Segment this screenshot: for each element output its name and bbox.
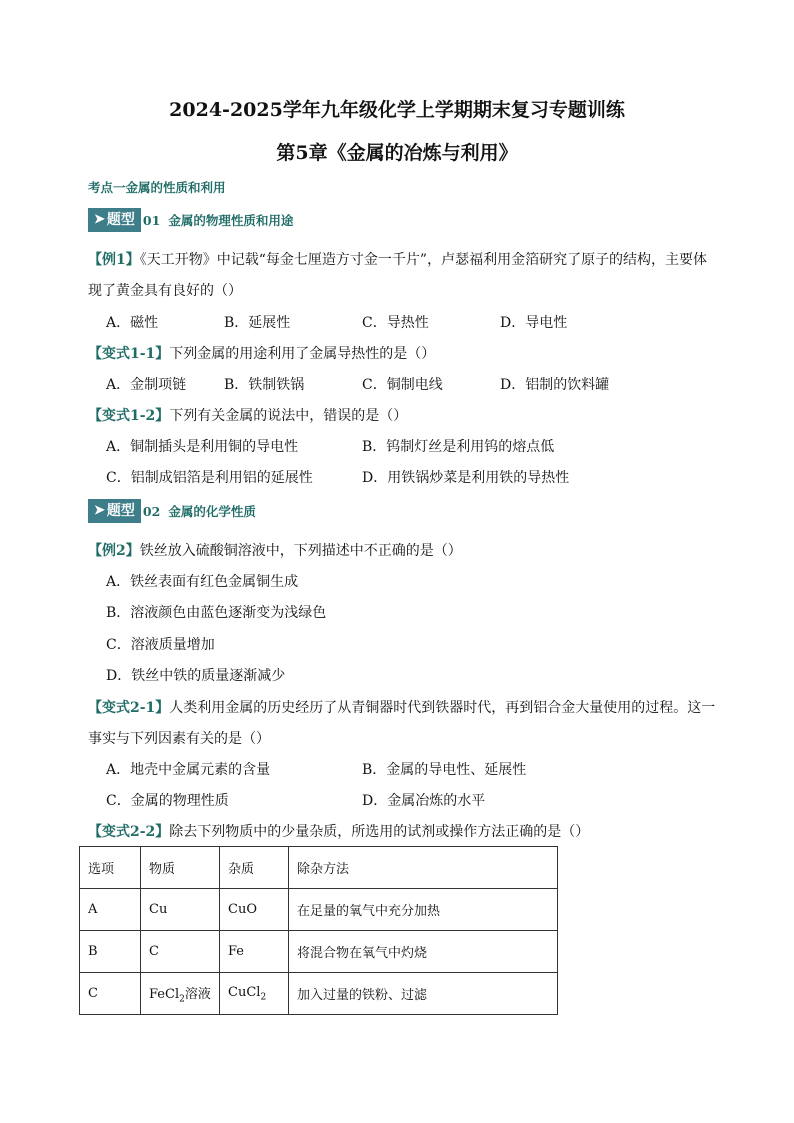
table-cell: C <box>80 973 141 1015</box>
q3-option-c: C．铝制成铝箔是利用铝的延展性 <box>106 470 313 486</box>
q3-option-b: B．钨制灯丝是利用钨的熔点低 <box>362 439 555 455</box>
q5-option-b: B．金属的导电性、延展性 <box>362 762 527 778</box>
q5-option-d: D．金属冶炼的水平 <box>362 793 486 809</box>
section-heading: 考点一金属的性质和利用 <box>88 180 226 195</box>
question-6: 【变式2-2】除去下列物质中的少量杂质，所选用的试剂或操作方法正确的是（） <box>88 824 590 840</box>
topic-title: 金属的物理性质和用途 <box>168 213 294 228</box>
question-2: 【变式1-1】下列金属的用途利用了金属导热性的是（） <box>88 346 436 362</box>
table-cell: 加入过量的铁粉、过滤 <box>289 973 558 1015</box>
table-cell: B <box>80 931 141 973</box>
topic-header-1 <box>88 208 293 232</box>
table-header: 物质 <box>141 847 220 889</box>
question-tag: 【变式1-1】 <box>88 346 170 362</box>
q2-option-b: B．铁制铁锅 <box>224 377 305 393</box>
table-header: 选项 <box>80 847 141 889</box>
table-cell: Fe <box>220 931 289 973</box>
topic-code: 02 <box>142 503 161 519</box>
question-4: 【例2】铁丝放入硫酸铜溶液中，下列描述中不正确的是（） <box>88 543 462 559</box>
table-header: 除杂方法 <box>289 847 558 889</box>
q1-option-a: A．磁性 <box>106 315 159 331</box>
document-title: 2024-2025学年九年级化学上学期期末复习专题训练 <box>169 99 625 121</box>
q3-option-a: A．铜制插头是利用铜的导电性 <box>106 439 299 455</box>
q4-option-b: B．溶液颜色由蓝色逐渐变为浅绿色 <box>106 605 327 621</box>
question-1-line1: 【例1】《天工开物》中记载“每金七厘造方寸金一千片”，卢瑟福利用金箔研究了原子的结构，主要体 <box>88 252 708 268</box>
table-cell: FeCl$_2$溶液 <box>141 973 220 1015</box>
question-tag: 【变式2-1】 <box>88 700 170 716</box>
topic-title: 金属的化学性质 <box>168 504 256 519</box>
topic-code: 01 <box>142 212 161 228</box>
q3-option-d: D．用铁锅炒菜是利用铁的导热性 <box>362 470 570 486</box>
q4-option-a: A．铁丝表面有红色金属铜生成 <box>106 574 299 590</box>
table-cell: A <box>80 889 141 931</box>
question-5-line1: 【变式2-1】人类利用金属的历史经历了从青铜器时代到铁器时代，再到铝合金大量使用的过程。这一 <box>88 700 716 716</box>
table-cell: 在足量的氧气中充分加热 <box>289 889 558 931</box>
q1-option-c: C．导热性 <box>362 315 429 331</box>
table-cell: C <box>141 931 220 973</box>
table-cell: CuO <box>220 889 289 931</box>
arrow-right-icon: ➤ <box>94 212 105 227</box>
table-cell: Cu <box>141 889 220 931</box>
q1-option-b: B．延展性 <box>224 315 291 331</box>
topic-badge: ➤ 题型 <box>88 208 141 232</box>
question-tag: 【变式1-2】 <box>88 408 170 424</box>
q5-option-c: C．金属的物理性质 <box>106 793 229 809</box>
table-row <box>80 973 558 1015</box>
topic-header-2 <box>88 499 256 523</box>
table-cell: 将混合物在氧气中灼烧 <box>289 931 558 973</box>
question-3: 【变式1-2】下列有关金属的说法中，错误的是（） <box>88 408 408 424</box>
table-header-row <box>80 847 558 889</box>
question-5-line2: 事实与下列因素有关的是（） <box>88 731 270 747</box>
question-1-line2: 现了黄金具有良好的（） <box>88 283 242 299</box>
question-tag: 【例2】 <box>88 543 140 559</box>
table-cell: CuCl$_2$ <box>220 973 289 1015</box>
q2-option-a: A．金制项链 <box>106 377 187 393</box>
q1-option-d: D．导电性 <box>500 315 568 331</box>
impurity-removal-table <box>79 846 558 1015</box>
table-row <box>80 931 558 973</box>
q4-option-c: C．溶液质量增加 <box>106 637 215 653</box>
q4-option-d: D．铁丝中铁的质量逐渐减少 <box>106 668 286 684</box>
topic-badge: ➤ 题型 <box>88 499 141 523</box>
question-tag: 【例1】 <box>88 252 140 268</box>
question-tag: 【变式2-2】 <box>88 824 170 840</box>
q5-option-a: A．地壳中金属元素的含量 <box>106 762 271 778</box>
table-header: 杂质 <box>220 847 289 889</box>
q2-option-d: D．铝制的饮料罐 <box>500 377 610 393</box>
chapter-title: 第5章《金属的冶炼与利用》 <box>276 142 518 164</box>
q2-option-c: C．铜制电线 <box>362 377 443 393</box>
table-row <box>80 889 558 931</box>
arrow-right-icon: ➤ <box>94 503 105 518</box>
